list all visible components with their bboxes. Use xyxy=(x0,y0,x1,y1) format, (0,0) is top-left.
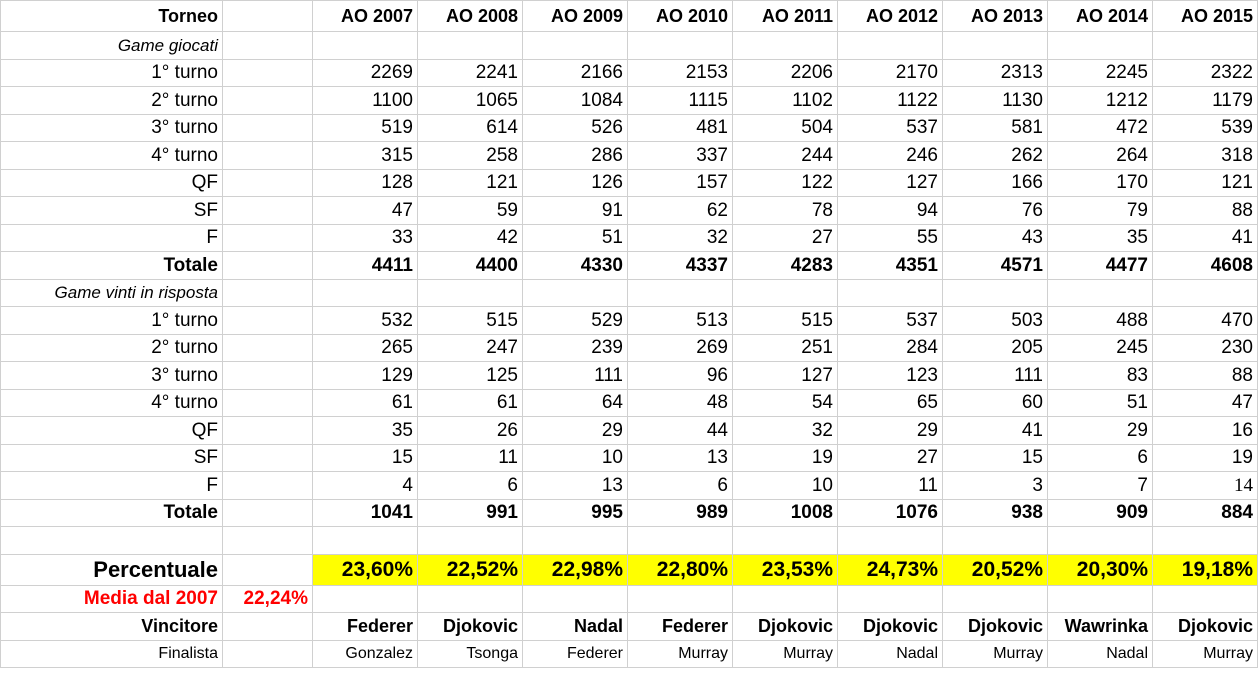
game-giocati-round-row xyxy=(1,114,1258,142)
vincitore-name-5[interactable]: Djokovic xyxy=(733,613,838,641)
game-vinti-value-2[interactable]: 125 xyxy=(418,362,523,390)
game-giocati-value-6[interactable]: 55 xyxy=(838,224,943,252)
game-giocati-value-3[interactable]: 126 xyxy=(523,169,628,197)
header-row xyxy=(1,1,1258,32)
empty-cell[interactable] xyxy=(223,1,313,32)
empty-cell[interactable] xyxy=(223,279,313,307)
empty-cell[interactable] xyxy=(628,279,733,307)
game-vinti-value-2[interactable]: 61 xyxy=(418,389,523,417)
game-giocati-value-8[interactable]: 170 xyxy=(1048,169,1153,197)
game-vinti-value-7[interactable]: 111 xyxy=(943,362,1048,390)
year-header-4[interactable]: AO 2010 xyxy=(628,1,733,32)
finalista-name-2[interactable]: Tsonga xyxy=(418,640,523,668)
game-giocati-value-6[interactable]: 537 xyxy=(838,114,943,142)
game-giocati-round-row xyxy=(1,87,1258,115)
game-vinti-value-5[interactable]: 32 xyxy=(733,417,838,445)
finalista-name-4[interactable]: Murray xyxy=(628,640,733,668)
percentuale-label[interactable]: Percentuale xyxy=(1,554,223,585)
finalista-name-7[interactable]: Murray xyxy=(943,640,1048,668)
empty-cell[interactable] xyxy=(223,444,313,472)
media-value[interactable]: 22,24% xyxy=(223,585,313,613)
game-giocati-value-7[interactable]: 2313 xyxy=(943,59,1048,87)
game-vinti-total-1[interactable]: 1041 xyxy=(313,499,418,527)
game-vinti-total-2[interactable]: 991 xyxy=(418,499,523,527)
game-giocati-value-4[interactable]: 337 xyxy=(628,142,733,170)
game-giocati-total-1[interactable]: 4411 xyxy=(313,252,418,280)
vincitore-name-3[interactable]: Nadal xyxy=(523,613,628,641)
game-giocati-value-4[interactable]: 62 xyxy=(628,197,733,225)
finalista-row xyxy=(1,640,1258,668)
game-giocati-value-6[interactable]: 1122 xyxy=(838,87,943,115)
game-vinti-value-9[interactable]: 47 xyxy=(1153,389,1258,417)
game-giocati-value-2[interactable]: 59 xyxy=(418,197,523,225)
percentuale-value-5[interactable]: 23,53% xyxy=(733,554,838,585)
game-giocati-value-3[interactable]: 2166 xyxy=(523,59,628,87)
game-giocati-value-1[interactable]: 315 xyxy=(313,142,418,170)
game-vinti-value-1[interactable]: 35 xyxy=(313,417,418,445)
empty-cell[interactable] xyxy=(733,585,838,613)
game-giocati-value-4[interactable]: 1115 xyxy=(628,87,733,115)
game-vinti-round-row xyxy=(1,472,1258,500)
empty-cell[interactable] xyxy=(223,334,313,362)
empty-cell[interactable] xyxy=(943,32,1048,60)
percentuale-value-3[interactable]: 22,98% xyxy=(523,554,628,585)
game-vinti-value-5[interactable]: 19 xyxy=(733,444,838,472)
empty-cell[interactable] xyxy=(628,32,733,60)
round-label[interactable]: 1° turno xyxy=(1,307,223,335)
game-giocati-value-1[interactable]: 2269 xyxy=(313,59,418,87)
game-giocati-value-8[interactable]: 35 xyxy=(1048,224,1153,252)
game-giocati-total-8[interactable]: 4477 xyxy=(1048,252,1153,280)
year-header-5[interactable]: AO 2011 xyxy=(733,1,838,32)
game-giocati-total-5[interactable]: 4283 xyxy=(733,252,838,280)
media-label[interactable]: Media dal 2007 xyxy=(1,585,223,613)
game-giocati-title[interactable]: Game giocati xyxy=(1,32,223,60)
empty-cell[interactable] xyxy=(628,585,733,613)
game-vinti-value-5[interactable]: 54 xyxy=(733,389,838,417)
game-vinti-value-7[interactable]: 205 xyxy=(943,334,1048,362)
game-vinti-value-7[interactable]: 60 xyxy=(943,389,1048,417)
game-giocati-value-9[interactable]: 1179 xyxy=(1153,87,1258,115)
empty-cell[interactable] xyxy=(733,527,838,555)
game-giocati-value-1[interactable]: 128 xyxy=(313,169,418,197)
game-giocati-total-9[interactable]: 4608 xyxy=(1153,252,1258,280)
game-vinti-value-7[interactable]: 15 xyxy=(943,444,1048,472)
game-vinti-value-9[interactable]: 88 xyxy=(1153,362,1258,390)
empty-cell[interactable] xyxy=(313,32,418,60)
game-vinti-value-8[interactable]: 83 xyxy=(1048,362,1153,390)
game-vinti-round-row xyxy=(1,417,1258,445)
empty-cell[interactable] xyxy=(838,527,943,555)
game-vinti-value-4[interactable]: 48 xyxy=(628,389,733,417)
game-giocati-value-9[interactable]: 88 xyxy=(1153,197,1258,225)
empty-cell[interactable] xyxy=(418,585,523,613)
game-vinti-value-3[interactable]: 10 xyxy=(523,444,628,472)
total-label[interactable]: Totale xyxy=(1,252,223,280)
game-vinti-value-4[interactable]: 96 xyxy=(628,362,733,390)
game-giocati-value-3[interactable]: 1084 xyxy=(523,87,628,115)
empty-cell[interactable] xyxy=(1048,279,1153,307)
game-giocati-value-5[interactable]: 1102 xyxy=(733,87,838,115)
game-giocati-value-1[interactable]: 47 xyxy=(313,197,418,225)
game-giocati-total-row xyxy=(1,252,1258,280)
round-label[interactable]: 4° turno xyxy=(1,389,223,417)
round-label[interactable]: QF xyxy=(1,417,223,445)
game-vinti-value-9[interactable]: 230 xyxy=(1153,334,1258,362)
game-vinti-total-9[interactable]: 884 xyxy=(1153,499,1258,527)
empty-cell[interactable] xyxy=(223,87,313,115)
game-giocati-value-2[interactable]: 614 xyxy=(418,114,523,142)
game-vinti-value-6[interactable]: 123 xyxy=(838,362,943,390)
game-vinti-value-2[interactable]: 11 xyxy=(418,444,523,472)
empty-cell[interactable] xyxy=(313,527,418,555)
empty-cell[interactable] xyxy=(223,32,313,60)
empty-cell[interactable] xyxy=(223,169,313,197)
empty-cell[interactable] xyxy=(223,224,313,252)
game-giocati-value-3[interactable]: 526 xyxy=(523,114,628,142)
percentuale-value-4[interactable]: 22,80% xyxy=(628,554,733,585)
empty-cell[interactable] xyxy=(223,554,313,585)
empty-cell[interactable] xyxy=(313,279,418,307)
finalista-name-1[interactable]: Gonzalez xyxy=(313,640,418,668)
empty-cell[interactable] xyxy=(1153,32,1258,60)
game-vinti-value-2[interactable]: 6 xyxy=(418,472,523,500)
empty-cell[interactable] xyxy=(1048,585,1153,613)
game-vinti-title[interactable]: Game vinti in risposta xyxy=(1,279,223,307)
percentuale-value-7[interactable]: 20,52% xyxy=(943,554,1048,585)
empty-cell[interactable] xyxy=(838,32,943,60)
round-label[interactable]: F xyxy=(1,224,223,252)
game-giocati-value-8[interactable]: 472 xyxy=(1048,114,1153,142)
empty-cell[interactable] xyxy=(223,307,313,335)
finalista-name-6[interactable]: Nadal xyxy=(838,640,943,668)
torneo-header[interactable]: Torneo xyxy=(1,1,223,32)
game-vinti-value-8[interactable]: 7 xyxy=(1048,472,1153,500)
game-vinti-value-1[interactable]: 61 xyxy=(313,389,418,417)
game-giocati-value-8[interactable]: 1212 xyxy=(1048,87,1153,115)
game-giocati-total-6[interactable]: 4351 xyxy=(838,252,943,280)
game-vinti-value-7[interactable]: 41 xyxy=(943,417,1048,445)
empty-cell[interactable] xyxy=(943,527,1048,555)
game-giocati-value-5[interactable]: 2206 xyxy=(733,59,838,87)
empty-cell[interactable] xyxy=(223,472,313,500)
game-giocati-value-6[interactable]: 127 xyxy=(838,169,943,197)
empty-cell[interactable] xyxy=(418,527,523,555)
game-giocati-value-3[interactable]: 91 xyxy=(523,197,628,225)
empty-cell[interactable] xyxy=(418,32,523,60)
empty-cell[interactable] xyxy=(313,585,418,613)
round-label[interactable]: 2° turno xyxy=(1,334,223,362)
empty-cell[interactable] xyxy=(223,59,313,87)
year-header-7[interactable]: AO 2013 xyxy=(943,1,1048,32)
game-vinti-value-3[interactable]: 64 xyxy=(523,389,628,417)
game-giocati-value-4[interactable]: 2153 xyxy=(628,59,733,87)
empty-cell[interactable] xyxy=(223,613,313,641)
round-label[interactable]: F xyxy=(1,472,223,500)
game-vinti-value-3[interactable]: 111 xyxy=(523,362,628,390)
vincitore-name-8[interactable]: Wawrinka xyxy=(1048,613,1153,641)
game-vinti-value-2[interactable]: 247 xyxy=(418,334,523,362)
game-vinti-value-9[interactable]: 14 xyxy=(1153,472,1258,500)
game-giocati-value-4[interactable]: 32 xyxy=(628,224,733,252)
game-vinti-value-9[interactable]: 16 xyxy=(1153,417,1258,445)
game-vinti-value-8[interactable]: 6 xyxy=(1048,444,1153,472)
percentuale-value-8[interactable]: 20,30% xyxy=(1048,554,1153,585)
empty-cell[interactable] xyxy=(223,389,313,417)
finalista-name-5[interactable]: Murray xyxy=(733,640,838,668)
game-giocati-value-7[interactable]: 76 xyxy=(943,197,1048,225)
game-giocati-value-9[interactable]: 539 xyxy=(1153,114,1258,142)
game-giocati-value-6[interactable]: 2170 xyxy=(838,59,943,87)
game-giocati-value-5[interactable]: 504 xyxy=(733,114,838,142)
game-vinti-value-7[interactable]: 503 xyxy=(943,307,1048,335)
empty-cell[interactable] xyxy=(223,142,313,170)
game-vinti-round-row xyxy=(1,362,1258,390)
empty-cell[interactable] xyxy=(523,585,628,613)
game-giocati-value-2[interactable]: 2241 xyxy=(418,59,523,87)
empty-cell[interactable] xyxy=(223,640,313,668)
game-vinti-total-5[interactable]: 1008 xyxy=(733,499,838,527)
game-vinti-value-2[interactable]: 515 xyxy=(418,307,523,335)
game-vinti-value-1[interactable]: 129 xyxy=(313,362,418,390)
game-giocati-value-7[interactable]: 1130 xyxy=(943,87,1048,115)
game-giocati-value-2[interactable]: 1065 xyxy=(418,87,523,115)
game-vinti-value-8[interactable]: 29 xyxy=(1048,417,1153,445)
game-vinti-value-6[interactable]: 65 xyxy=(838,389,943,417)
empty-cell[interactable] xyxy=(1,527,223,555)
year-header-3[interactable]: AO 2009 xyxy=(523,1,628,32)
game-giocati-value-9[interactable]: 2322 xyxy=(1153,59,1258,87)
game-vinti-value-9[interactable]: 19 xyxy=(1153,444,1258,472)
finalista-name-8[interactable]: Nadal xyxy=(1048,640,1153,668)
game-giocati-value-6[interactable]: 94 xyxy=(838,197,943,225)
empty-cell[interactable] xyxy=(223,114,313,142)
percentuale-value-2[interactable]: 22,52% xyxy=(418,554,523,585)
game-vinti-value-6[interactable]: 284 xyxy=(838,334,943,362)
empty-cell[interactable] xyxy=(523,32,628,60)
game-vinti-value-4[interactable]: 44 xyxy=(628,417,733,445)
game-giocati-value-6[interactable]: 246 xyxy=(838,142,943,170)
round-label[interactable]: SF xyxy=(1,444,223,472)
game-giocati-value-9[interactable]: 41 xyxy=(1153,224,1258,252)
game-vinti-title-row xyxy=(1,279,1258,307)
empty-cell[interactable] xyxy=(223,252,313,280)
game-giocati-value-2[interactable]: 42 xyxy=(418,224,523,252)
game-vinti-value-6[interactable]: 11 xyxy=(838,472,943,500)
game-giocati-value-3[interactable]: 286 xyxy=(523,142,628,170)
game-giocati-total-2[interactable]: 4400 xyxy=(418,252,523,280)
game-vinti-round-row xyxy=(1,334,1258,362)
game-vinti-value-5[interactable]: 10 xyxy=(733,472,838,500)
game-giocati-value-2[interactable]: 258 xyxy=(418,142,523,170)
game-vinti-value-4[interactable]: 269 xyxy=(628,334,733,362)
game-giocati-value-7[interactable]: 43 xyxy=(943,224,1048,252)
game-vinti-total-7[interactable]: 938 xyxy=(943,499,1048,527)
vincitore-name-7[interactable]: Djokovic xyxy=(943,613,1048,641)
empty-cell[interactable] xyxy=(223,362,313,390)
empty-cell[interactable] xyxy=(733,279,838,307)
media-row xyxy=(1,585,1258,613)
empty-cell[interactable] xyxy=(628,527,733,555)
game-giocati-value-5[interactable]: 122 xyxy=(733,169,838,197)
game-vinti-value-5[interactable]: 251 xyxy=(733,334,838,362)
game-giocati-round-row xyxy=(1,142,1258,170)
game-giocati-value-5[interactable]: 27 xyxy=(733,224,838,252)
vincitore-label[interactable]: Vincitore xyxy=(1,613,223,641)
game-vinti-value-3[interactable]: 239 xyxy=(523,334,628,362)
percentuale-value-6[interactable]: 24,73% xyxy=(838,554,943,585)
vincitore-name-1[interactable]: Federer xyxy=(313,613,418,641)
game-giocati-value-9[interactable]: 318 xyxy=(1153,142,1258,170)
vincitore-name-4[interactable]: Federer xyxy=(628,613,733,641)
game-giocati-round-row xyxy=(1,197,1258,225)
empty-cell[interactable] xyxy=(838,279,943,307)
percentuale-row xyxy=(1,554,1258,585)
game-giocati-value-2[interactable]: 121 xyxy=(418,169,523,197)
game-giocati-value-8[interactable]: 79 xyxy=(1048,197,1153,225)
empty-cell[interactable] xyxy=(733,32,838,60)
empty-cell[interactable] xyxy=(1048,32,1153,60)
empty-cell[interactable] xyxy=(1048,527,1153,555)
game-giocati-value-1[interactable]: 519 xyxy=(313,114,418,142)
round-label[interactable]: SF xyxy=(1,197,223,225)
empty-cell[interactable] xyxy=(1153,585,1258,613)
round-label[interactable]: 3° turno xyxy=(1,362,223,390)
game-vinti-value-2[interactable]: 26 xyxy=(418,417,523,445)
game-vinti-value-6[interactable]: 537 xyxy=(838,307,943,335)
game-giocati-value-5[interactable]: 244 xyxy=(733,142,838,170)
game-giocati-total-3[interactable]: 4330 xyxy=(523,252,628,280)
game-giocati-value-7[interactable]: 262 xyxy=(943,142,1048,170)
game-giocati-value-7[interactable]: 581 xyxy=(943,114,1048,142)
game-vinti-value-4[interactable]: 13 xyxy=(628,444,733,472)
round-label[interactable]: 2° turno xyxy=(1,87,223,115)
game-vinti-value-9[interactable]: 470 xyxy=(1153,307,1258,335)
round-label[interactable]: 3° turno xyxy=(1,114,223,142)
year-header-9[interactable]: AO 2015 xyxy=(1153,1,1258,32)
game-giocati-value-1[interactable]: 1100 xyxy=(313,87,418,115)
game-vinti-total-4[interactable]: 989 xyxy=(628,499,733,527)
vincitore-row xyxy=(1,613,1258,641)
game-vinti-value-6[interactable]: 27 xyxy=(838,444,943,472)
empty-cell[interactable] xyxy=(223,527,313,555)
game-vinti-value-3[interactable]: 529 xyxy=(523,307,628,335)
game-giocati-value-7[interactable]: 166 xyxy=(943,169,1048,197)
game-vinti-value-4[interactable]: 513 xyxy=(628,307,733,335)
round-label[interactable]: 1° turno xyxy=(1,59,223,87)
empty-cell[interactable] xyxy=(418,279,523,307)
game-vinti-total-row xyxy=(1,499,1258,527)
game-vinti-round-row xyxy=(1,444,1258,472)
game-giocati-value-8[interactable]: 2245 xyxy=(1048,59,1153,87)
year-header-1[interactable]: AO 2007 xyxy=(313,1,418,32)
game-giocati-value-9[interactable]: 121 xyxy=(1153,169,1258,197)
game-vinti-value-1[interactable]: 15 xyxy=(313,444,418,472)
game-vinti-total-8[interactable]: 909 xyxy=(1048,499,1153,527)
game-giocati-value-5[interactable]: 78 xyxy=(733,197,838,225)
empty-cell[interactable] xyxy=(838,585,943,613)
game-vinti-value-1[interactable]: 532 xyxy=(313,307,418,335)
vincitore-name-2[interactable]: Djokovic xyxy=(418,613,523,641)
game-giocati-total-7[interactable]: 4571 xyxy=(943,252,1048,280)
game-vinti-value-3[interactable]: 29 xyxy=(523,417,628,445)
year-header-2[interactable]: AO 2008 xyxy=(418,1,523,32)
game-vinti-value-3[interactable]: 13 xyxy=(523,472,628,500)
percentuale-value-1[interactable]: 23,60% xyxy=(313,554,418,585)
year-header-6[interactable]: AO 2012 xyxy=(838,1,943,32)
empty-cell[interactable] xyxy=(223,197,313,225)
game-giocati-value-4[interactable]: 481 xyxy=(628,114,733,142)
game-vinti-value-7[interactable]: 3 xyxy=(943,472,1048,500)
game-vinti-value-1[interactable]: 4 xyxy=(313,472,418,500)
empty-cell[interactable] xyxy=(223,499,313,527)
finalista-label[interactable]: Finalista xyxy=(1,640,223,668)
empty-cell[interactable] xyxy=(523,527,628,555)
year-header-8[interactable]: AO 2014 xyxy=(1048,1,1153,32)
empty-cell[interactable] xyxy=(223,417,313,445)
game-vinti-value-8[interactable]: 245 xyxy=(1048,334,1153,362)
finalista-name-3[interactable]: Federer xyxy=(523,640,628,668)
empty-cell[interactable] xyxy=(943,279,1048,307)
round-label[interactable]: 4° turno xyxy=(1,142,223,170)
total-label[interactable]: Totale xyxy=(1,499,223,527)
empty-cell[interactable] xyxy=(523,279,628,307)
game-vinti-value-8[interactable]: 488 xyxy=(1048,307,1153,335)
game-giocati-value-1[interactable]: 33 xyxy=(313,224,418,252)
game-giocati-total-4[interactable]: 4337 xyxy=(628,252,733,280)
sheet-body xyxy=(1,1,1258,668)
finalista-name-9[interactable]: Murray xyxy=(1153,640,1258,668)
percentuale-value-9[interactable]: 19,18% xyxy=(1153,554,1258,585)
game-giocati-value-3[interactable]: 51 xyxy=(523,224,628,252)
vincitore-name-9[interactable]: Djokovic xyxy=(1153,613,1258,641)
game-vinti-total-3[interactable]: 995 xyxy=(523,499,628,527)
empty-cell[interactable] xyxy=(1153,279,1258,307)
game-giocati-round-row xyxy=(1,224,1258,252)
game-vinti-value-8[interactable]: 51 xyxy=(1048,389,1153,417)
empty-cell[interactable] xyxy=(1153,527,1258,555)
game-giocati-value-8[interactable]: 264 xyxy=(1048,142,1153,170)
game-vinti-total-6[interactable]: 1076 xyxy=(838,499,943,527)
game-vinti-value-6[interactable]: 29 xyxy=(838,417,943,445)
game-vinti-value-4[interactable]: 6 xyxy=(628,472,733,500)
game-vinti-value-5[interactable]: 127 xyxy=(733,362,838,390)
game-vinti-round-row xyxy=(1,307,1258,335)
game-giocati-title-row xyxy=(1,32,1258,60)
game-giocati-round-row xyxy=(1,59,1258,87)
vincitore-name-6[interactable]: Djokovic xyxy=(838,613,943,641)
blank-row xyxy=(1,527,1258,555)
round-label[interactable]: QF xyxy=(1,169,223,197)
empty-cell[interactable] xyxy=(943,585,1048,613)
game-vinti-value-5[interactable]: 515 xyxy=(733,307,838,335)
game-vinti-value-1[interactable]: 265 xyxy=(313,334,418,362)
game-giocati-round-row xyxy=(1,169,1258,197)
game-giocati-value-4[interactable]: 157 xyxy=(628,169,733,197)
game-vinti-round-row xyxy=(1,389,1258,417)
